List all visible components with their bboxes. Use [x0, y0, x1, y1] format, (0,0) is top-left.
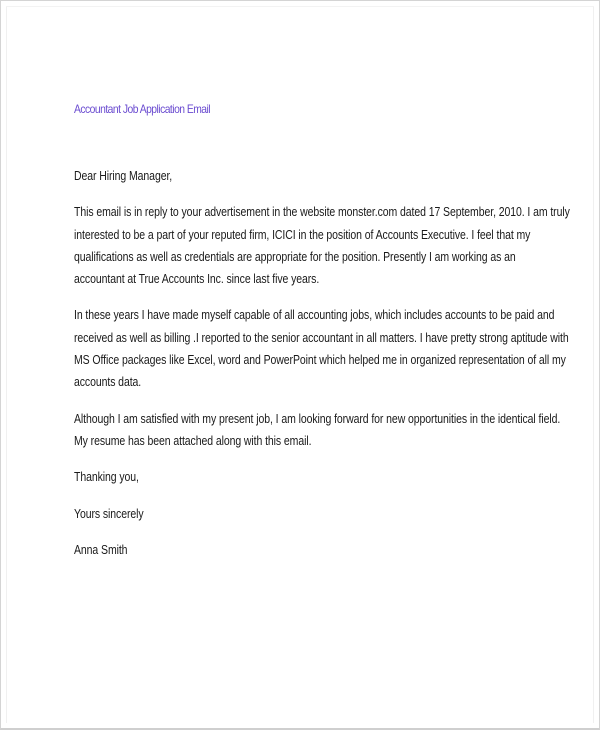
paragraph-line: accounts data.: [74, 375, 142, 390]
paragraph-line: My resume has been attached along with this email.: [74, 433, 312, 448]
paragraph-line: received as well as billing .I reported to the senior accountant in all matters. I have pretty strong aptitude with: [74, 330, 569, 345]
signature-name: Anna Smith: [74, 542, 128, 557]
signature: [74, 539, 595, 561]
closing-sign-off: [74, 503, 595, 525]
paragraph-conclusion: [74, 408, 595, 453]
page-inner-edge-top: [6, 6, 594, 7]
paragraph-line: Although I am satisfied with my present job, I am looking forward for new opportunities in the identical field.: [74, 411, 561, 426]
paragraph-experience: [74, 304, 595, 393]
closing-sign-off-text: Yours sincerely: [74, 506, 144, 521]
closing-thanks: [74, 466, 595, 488]
document-title: Accountant Job Application Email: [74, 102, 211, 116]
page-inner-edge-left: [6, 6, 7, 723]
salutation-text: Dear Hiring Manager,: [74, 169, 173, 183]
salutation: [74, 165, 595, 187]
paragraph-intro: [74, 201, 595, 290]
paragraph-line: MS Office packages like Excel, word and PowerPoint which helped me in organized representation of all my: [74, 353, 566, 368]
paragraph-line: accountant at True Accounts Inc. since last five years.: [74, 272, 320, 287]
letter-content: [74, 101, 594, 575]
closing-thanks-text: Thanking you,: [74, 470, 139, 485]
paragraph-line: This email is in reply to your advertisement in the website monster.com dated 17 September, 2010. I am truly: [74, 205, 570, 220]
paragraph-line: In these years I have made myself capable of all accounting jobs, which includes accounts to be paid and: [74, 308, 555, 323]
paragraph-line: interested to be a part of your reputed firm, ICICI in the position of Accounts Executive. I feel that my: [74, 227, 531, 242]
paragraph-line: qualifications as well as credentials are appropriate for the position. Presently I am working as an: [74, 249, 516, 264]
